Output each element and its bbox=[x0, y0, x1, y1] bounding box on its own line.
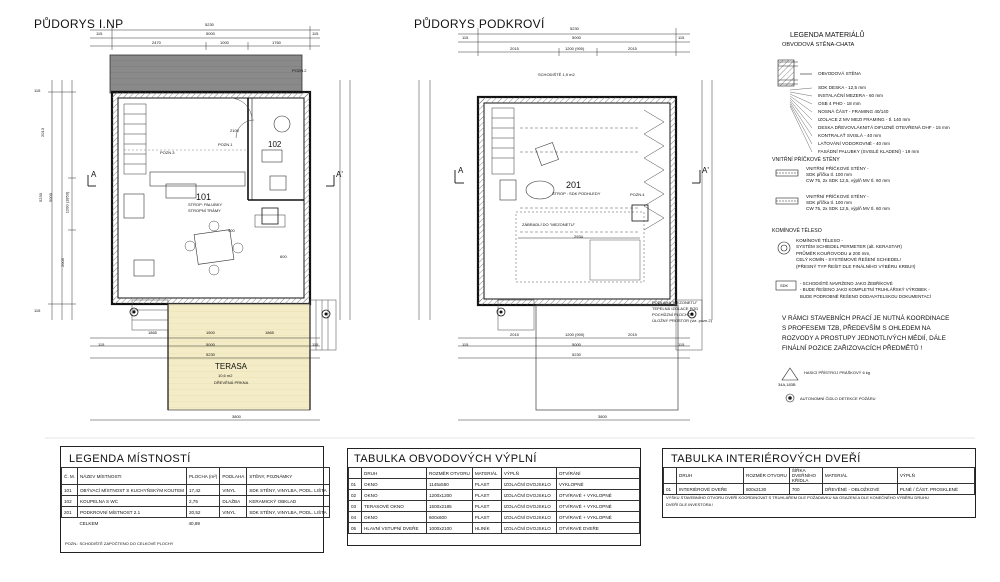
opening-type: OKNO bbox=[362, 490, 427, 501]
plan1-dim-top-d: 2470 bbox=[152, 40, 161, 45]
rooms-col-floor: PODLAHA bbox=[220, 468, 247, 485]
legend-chimney-title: KOMÍNOVÉ TĚLESO bbox=[772, 228, 822, 234]
openings-table-header bbox=[349, 468, 640, 479]
rooms-legend-table bbox=[60, 446, 327, 553]
plan2-note-2: TEPELNÁ IZOLACE POD bbox=[652, 306, 699, 311]
opening-material: HLINÍK bbox=[472, 523, 501, 534]
room-floor: VINYL bbox=[220, 485, 247, 496]
openings-table bbox=[347, 448, 641, 546]
legend-partitions-title: VNITŘNÍ PŘÍČKOVÉ STĚNY bbox=[772, 157, 840, 163]
plan1-dim-left-b: 2013 bbox=[39, 128, 45, 137]
room-floor: VINYL bbox=[220, 507, 247, 518]
terrace-deck bbox=[168, 304, 310, 410]
opening-id: 02 bbox=[349, 490, 362, 501]
chimney-line3: PRŮMĚR KOUŘOVODU ø 200 mm, bbox=[796, 250, 871, 256]
terrace-name: TERASA bbox=[215, 362, 248, 371]
plan1-drawing bbox=[48, 26, 350, 420]
extinguisher-label: HASICÍ PŘÍSTROJ PRÁŠKOVÝ 6 kg bbox=[804, 370, 871, 375]
total-label: CELKEM bbox=[79, 520, 99, 526]
plan2-dim-bottom-e: 5000 bbox=[572, 342, 581, 347]
opening-type: TERASOVÉ OKNO bbox=[362, 501, 427, 512]
doors-col-width: ŠÍŘKA DVEŘNÍHO KŘÍDLA bbox=[789, 468, 822, 484]
plan1-dim-left-g: 115 bbox=[34, 308, 41, 313]
legend-sdk-label: SDK bbox=[780, 283, 789, 288]
plan1-dim-top-c: 115 bbox=[312, 31, 319, 36]
room-notes: SDK STĚNY, VINYLBA, PODL. LIŠTA bbox=[247, 507, 329, 518]
wall-layer-6: DESKA DŘEVOVLÁKNITÁ DIFUZNĚ OTEVŘENÁ DHF - 15 mm bbox=[818, 125, 950, 130]
doors-table-header bbox=[664, 468, 975, 484]
plan1-dim-top-e: 1000 bbox=[220, 40, 229, 45]
opening-type: HLAVNÍ VSTUPNÍ DVEŘE bbox=[362, 523, 427, 534]
opening-id: 04 bbox=[349, 512, 362, 523]
opening-mode: OTVÍRAVÉ DVEŘE bbox=[556, 523, 639, 534]
table-row bbox=[349, 490, 640, 501]
notice-line2: S PROFESEMI TZB, PŘEDEVŠÍM S OHLEDEM NA bbox=[782, 325, 931, 332]
opening-size: 1000x2100 bbox=[427, 523, 473, 534]
door-type: INTERIÉROVÉ DVEŘE bbox=[677, 484, 744, 495]
sdk-line1: - SCHODIŠTĚ NAVRŽENO JAKO ŽEBŘÍKOVÉ bbox=[800, 281, 893, 286]
wall-layer-1: SDK DESKA - 12,5 mm bbox=[818, 85, 866, 90]
chimney-line1: KOMÍNOVÉ TĚLESO - bbox=[796, 238, 843, 243]
plan1-label-2100: 2100 bbox=[230, 128, 239, 133]
sdk-line3: BUDE PODROBNĚ ŘEŠENO DODAVATELSKOU DOKUMENTACÍ bbox=[800, 293, 931, 299]
plan1-note-pozn3: POZN.3 bbox=[160, 150, 175, 155]
plan1-dim-left-e: 1200 (1850) bbox=[64, 191, 70, 214]
plan2-dim-bottom-d: 115 bbox=[462, 342, 469, 347]
plan1-note-pozn1: POZN.1 bbox=[218, 142, 233, 147]
partition2-line1: VNITŘNÍ PŘÍČKOVÉ STĚNY - bbox=[806, 194, 869, 199]
plan2-dim-bottom-f: 115 bbox=[678, 342, 685, 347]
plan1-section-a2: A' bbox=[336, 170, 343, 179]
plan2-dim-bottom-a: 2015 bbox=[510, 332, 519, 337]
chimney-line5: (PŘESNÝ TYP ŘEŠIT DLE FINÁLNÍHO VÝBĚRU KRBU!!) bbox=[796, 263, 916, 269]
opening-size: 600x600 bbox=[427, 512, 473, 523]
roof-overhang bbox=[110, 55, 302, 93]
legend-partition-2 bbox=[806, 194, 890, 212]
plan2-title: PŮDORYS PODKROVÍ bbox=[414, 17, 545, 31]
plan1-dim-bottom-b: 1500 bbox=[206, 330, 215, 335]
plan1-dim-bottom-c: 1865 bbox=[265, 330, 274, 335]
opening-mode: OTVÍRAVÉ + VYKLOPNÉ bbox=[556, 501, 639, 512]
partition2-line2: SDK příčka tl. 100 mm bbox=[806, 200, 852, 205]
plan2-dim-bottom-h: 3800 bbox=[598, 414, 607, 419]
table-row bbox=[349, 501, 640, 512]
room-101-number: 101 bbox=[196, 192, 212, 202]
plan2-dim-top-b: 5000 bbox=[572, 35, 581, 40]
plan1-dim-bottom-d: 115 bbox=[98, 342, 105, 347]
partition2-line3: CW 75, 2x SDK 12,5, výplň MV tl. 60 mm bbox=[806, 206, 890, 211]
openings-col-opening: OTVÍRÁNÍ bbox=[556, 468, 639, 479]
legend-materials-title: LEGENDA MATERIÁLŮ bbox=[790, 32, 865, 39]
opening-material: PLAST bbox=[472, 501, 501, 512]
rooms-col-area: PLOCHA (m²) bbox=[186, 468, 219, 485]
legend-sdk-text bbox=[800, 281, 931, 300]
plan2-stair-label: SCHODIŠTĚ 1,9 m2 bbox=[538, 72, 575, 77]
plan1-dim-bottom-e: 5000 bbox=[206, 342, 215, 347]
opening-id: 01 bbox=[349, 479, 362, 490]
table-row bbox=[62, 496, 330, 507]
room-101-beams: STROPNÍ TRÁMY bbox=[188, 208, 221, 213]
rooms-table-header bbox=[62, 468, 330, 485]
partition1-line2: SDK příčka tl. 100 mm bbox=[806, 172, 852, 177]
rooms-table-grid bbox=[61, 467, 330, 528]
plan2-dim-top-a: 115 bbox=[462, 35, 469, 40]
partition1-line3: CW 75, 2x SDK 12,5, výplň MV tl. 60 mm bbox=[806, 178, 890, 183]
table-total-row bbox=[62, 518, 330, 529]
notice-line3: ROZVODY A PROSTUPY JEDNOTLIVÝCH MÉDIÍ, DÁLE bbox=[782, 335, 946, 342]
wall-layer-7: KONTRALAŤ SVISLÁ - 40 mm bbox=[818, 133, 882, 138]
plan1-dim-left-a: 115 bbox=[34, 88, 41, 93]
rooms-col-num: Č. M. bbox=[62, 468, 78, 485]
chimney-line2: SYSTÉM SCHIEDEL PERMETER (alt. KERASTAR) bbox=[796, 244, 902, 250]
plan2-section-a2: A' bbox=[702, 166, 709, 175]
room-area: 17,42 bbox=[186, 485, 219, 496]
opening-id: 05 bbox=[349, 523, 362, 534]
doors-note-line1: VÝŠKU STAVEBNÍHO OTVORU DVEŘÍ KOORDINOVAT S TRUHLÁŘEM DLE POŽADAVKU NA OSAZENÍ A DLE KONEČNÉHO VÝBĚRU DRUHU bbox=[666, 495, 929, 500]
detector-label: AUTONOMNÍ ČIDLO DETEKCE POŽÁRU bbox=[800, 396, 876, 401]
plan2-dim-top-d: 2015 bbox=[510, 46, 519, 51]
plan2-dim-top-total: 5230 bbox=[570, 26, 579, 31]
room-notes: KERAMICKÝ OBKLAD bbox=[247, 496, 329, 507]
legend-partition-1 bbox=[806, 166, 890, 184]
plan2-railing-label: ZÁBRADLÍ DO "MEZONETU" bbox=[522, 222, 576, 227]
opening-mode: OTVÍRAVÉ + VYKLOPNÉ bbox=[556, 490, 639, 501]
notice-line1: V RÁMCI STAVEBNÍCH PRACÍ JE NUTNÁ KOORDINACE bbox=[782, 315, 950, 322]
plan2-note-1: PODLAHA "MEZONETU" bbox=[652, 300, 698, 305]
doors-note-line2: DVEŘÍ DLE INVESTORA ! bbox=[666, 502, 714, 507]
sdk-line2: - BUDE ŘEŠENO JAKO KOMPLETNÍ TRUHLÁŘSKÝ VÝROBEK - bbox=[800, 287, 930, 293]
plan1-label-900: 900 bbox=[228, 228, 235, 233]
legend-wall-layers bbox=[818, 84, 950, 156]
door-material: DŘEVĚNÉ - OBLOŽKOVÉ bbox=[822, 484, 897, 495]
opening-fill: IZOLAČNÍ DVOJSKLO bbox=[501, 490, 556, 501]
plan1-dim-left-d: 5230 bbox=[37, 193, 43, 202]
opening-type: OKNO bbox=[362, 479, 427, 490]
rooms-table-note: POZN.: SCHODIŠTĚ ZAPOČTENO DO CELKOVÉ PLOCHY bbox=[65, 541, 174, 546]
doors-col-id bbox=[664, 468, 677, 484]
plan2-dim-bottom-g: 5230 bbox=[572, 352, 581, 357]
plan2-note-3: POCHŮZNÍ PLOCHOU, bbox=[652, 312, 695, 317]
plan1-note-pozn2: POZN.2 bbox=[292, 68, 307, 73]
plan2-note-4: ÚLOŽNÝ PROSTOR (viz. pozn.2) bbox=[652, 318, 712, 323]
coordination-notice bbox=[782, 314, 949, 354]
openings-col-type: DRUH bbox=[362, 468, 427, 479]
opening-fill: IZOLAČNÍ DVOJSKLO bbox=[501, 501, 556, 512]
openings-col-size: ROZMĚR OTVORU bbox=[427, 468, 473, 479]
opening-fill: IZOLAČNÍ DVOJSKLO bbox=[501, 512, 556, 523]
openings-col-id bbox=[349, 468, 362, 479]
plan2-note-pozn4: POZN.4 bbox=[630, 192, 645, 197]
opening-fill: IZOLAČNÍ DVOJSKLO bbox=[501, 523, 556, 534]
plan1-title: PŮDORYS I.NP bbox=[34, 17, 124, 31]
opening-type: OKNO bbox=[362, 512, 427, 523]
plan2-dim-2934: 2934 bbox=[574, 234, 583, 239]
room-101-ceiling: STROP: PALUBKY bbox=[188, 202, 223, 207]
opening-mode: OTVÍRAVÉ + VYKLOPNÉ bbox=[556, 512, 639, 523]
openings-col-material: MATERIÁL bbox=[472, 468, 501, 479]
opening-mode: VYKLOPNÉ bbox=[556, 479, 639, 490]
room-201-number: 201 bbox=[566, 180, 582, 190]
opening-id: 03 bbox=[349, 501, 362, 512]
chimney-line4: CELÝ KOMÍN - SYSTÉMOVÉ ŘEŠENÍ SCHIEDEL! bbox=[796, 257, 901, 263]
table-row bbox=[62, 507, 330, 518]
room-number: 201 bbox=[62, 507, 78, 518]
plan1-dim-bottom-g: 5230 bbox=[206, 352, 215, 357]
openings-col-fill: VÝPLŇ bbox=[501, 468, 556, 479]
room-area: 2,75 bbox=[186, 496, 219, 507]
opening-material: PLAST bbox=[472, 490, 501, 501]
openings-table-grid bbox=[348, 467, 640, 534]
plan1-dim-left-c: 5000 bbox=[47, 193, 53, 202]
table-row bbox=[62, 485, 330, 496]
plan1-dim-bottom-h: 3800 bbox=[232, 414, 241, 419]
openings-table-title: TABULKA OBVODOVÝCH VÝPLNÍ bbox=[354, 453, 537, 465]
table-row bbox=[664, 484, 975, 495]
wall-layer-2: INSTALAČNÍ MEZERA - 60 mm bbox=[818, 93, 884, 98]
plan1-dim-top-f: 1760 bbox=[272, 40, 281, 45]
total-value: 40,69 bbox=[188, 520, 200, 526]
wall-layer-3: OSB 4 PHD - 18 mm bbox=[818, 101, 861, 106]
legend-chimney-text bbox=[796, 238, 915, 270]
opening-size: 1500x2185 bbox=[427, 501, 473, 512]
door-fill: PLNÉ / ČÁST. PROSKLENÉ bbox=[897, 484, 974, 495]
legend-materials-subtitle: OBVODOVÁ STĚNA-CHATA bbox=[782, 42, 855, 48]
plan2-dim-top-e: 1200 (900) bbox=[565, 46, 585, 51]
plan2-dim-bottom-b: 1200 (900) bbox=[565, 332, 585, 337]
room-notes: SDK STĚNY, VINYLBA, PODL. LIŠTA bbox=[247, 485, 329, 496]
plan2-dim-bottom-c: 2015 bbox=[628, 332, 637, 337]
doors-col-size: ROZMĚR OTVORU bbox=[744, 468, 790, 484]
rooms-col-notes: STĚNY, POZNÁMKY bbox=[247, 468, 329, 485]
door-id: 01 bbox=[664, 484, 677, 495]
room-name: OBÝVACÍ MÍSTNOST S KUCHYŇSKÝM KOUTEM bbox=[77, 485, 186, 496]
plan1-dim-bottom-a: 1865 bbox=[148, 330, 157, 335]
room-area: 20,52 bbox=[186, 507, 219, 518]
extinguisher-code: 34A,183B bbox=[778, 382, 796, 387]
door-width: 700 bbox=[789, 484, 822, 495]
plan1-dim-top-total: 5230 bbox=[205, 22, 214, 27]
room-number: 101 bbox=[62, 485, 78, 496]
plan1-dim-top-a: 115 bbox=[96, 31, 103, 36]
doors-col-type: DRUH bbox=[677, 468, 744, 484]
rooms-col-name: NÁZEV MÍSTNOSTI bbox=[77, 468, 186, 485]
opening-fill: IZOLAČNÍ DVOJSKLO bbox=[501, 479, 556, 490]
plan2-section-a: A bbox=[458, 166, 464, 175]
terrace-area: 10,6 m2 bbox=[218, 373, 233, 378]
notice-line4: FINÁLNÍ POZICE ZAŘIZOVACÍCH PŘEDMĚTŮ ! bbox=[782, 345, 923, 352]
opening-size: 1145x550 bbox=[427, 479, 473, 490]
room-number: 102 bbox=[62, 496, 78, 507]
room-floor: DLAŽBA bbox=[220, 496, 247, 507]
opening-material: PLAST bbox=[472, 512, 501, 523]
plan2-dim-top-f: 2015 bbox=[628, 46, 637, 51]
wall-layer-4: NOSNÁ ČÁST - FRAMING 40/140 bbox=[818, 109, 889, 114]
doors-table-grid bbox=[663, 467, 975, 495]
plan1-section-a: A bbox=[91, 170, 97, 179]
table-row bbox=[349, 479, 640, 490]
wall-layer-5: IZOLACE Z MV MEZI FRAMING - tl. 140 mm bbox=[818, 117, 911, 122]
table-row bbox=[349, 523, 640, 534]
room-name: PODKROVNÍ MÍSTNOST 2.1 bbox=[77, 507, 186, 518]
rooms-table-title: LEGENDA MÍSTNOSTÍ bbox=[69, 453, 191, 465]
partition1-line1: VNITŘNÍ PŘÍČKOVÉ STĚNY - bbox=[806, 166, 869, 171]
table-row bbox=[349, 512, 640, 523]
plan2-dim-top-c: 115 bbox=[678, 35, 685, 40]
room-name: KOUPELNA S WC bbox=[77, 496, 186, 507]
wall-layer-9: FASÁDNÍ PALUBKY (SVISLÉ KLADENÍ) - 19 mm bbox=[818, 149, 920, 154]
doors-table bbox=[662, 448, 976, 518]
doors-table-title: TABULKA INTERIÉROVÝCH DVEŘÍ bbox=[671, 453, 861, 465]
doors-col-fill: VÝPLŇ bbox=[897, 468, 974, 484]
terrace-material: DŘEVĚNÁ PRKNA bbox=[214, 380, 249, 385]
plan1-label-600: 600 bbox=[280, 254, 287, 259]
plan1-dim-bottom-f: 115 bbox=[312, 342, 319, 347]
plan1-dim-top-b: 5000 bbox=[206, 31, 215, 36]
legend-wall-title: OBVODOVÁ STĚNA bbox=[818, 71, 861, 76]
wall-layer-8: LAŤOVÁNÍ VODOROVNÉ - 40 mm bbox=[818, 141, 890, 146]
opening-material: PLAST bbox=[472, 479, 501, 490]
door-size: 800x2130 bbox=[744, 484, 790, 495]
plan1-dim-left-f: 2005 bbox=[59, 258, 65, 267]
opening-size: 1200x1200 bbox=[427, 490, 473, 501]
doors-col-material: MATERIÁL bbox=[822, 468, 897, 484]
room-102-number: 102 bbox=[268, 140, 282, 149]
room-201-ceiling: STROP : SDK PODHLEDY bbox=[552, 191, 601, 196]
